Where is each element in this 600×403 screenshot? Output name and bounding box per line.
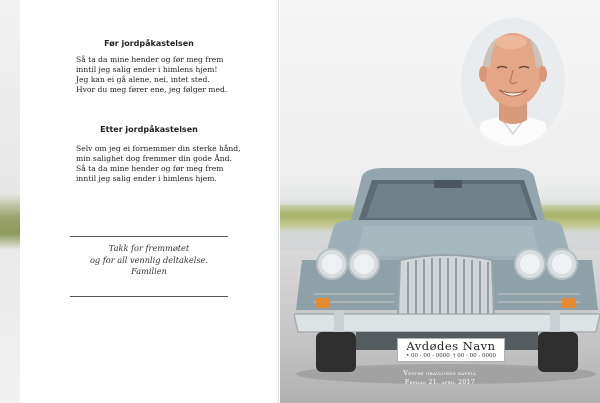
verse-line: Så ta da mine hender og før meg frem xyxy=(76,164,224,173)
verse-line: Jeg kan ei gå alene, nei, intet sted. xyxy=(76,75,210,84)
divider-bottom xyxy=(70,296,228,297)
life-dates xyxy=(398,353,504,360)
photo-bleed-strip xyxy=(0,0,20,403)
section-title-before: Før jordpåkastelsen xyxy=(104,39,194,48)
verse-before xyxy=(76,55,276,95)
verse-line: Så ta da mine hender og før meg frem xyxy=(76,55,224,64)
verse-line: Selv om jeg ei fornemmer din sterke hånd, xyxy=(76,144,241,153)
death-date: † 00 - 00 - 0000 xyxy=(452,353,496,359)
deceased-name: Avdødes Navn xyxy=(406,339,496,353)
name-plate xyxy=(397,338,505,362)
thanks-signature: Familien xyxy=(131,266,167,276)
service-date: Fredag 21. april 2017 xyxy=(404,379,476,386)
verse-line: Hvor du meg fører ene, jeg følger med. xyxy=(76,85,228,94)
chapel-name: Vestre gravlunds kapell xyxy=(403,370,477,377)
thanks-line: og for all vennlig deltakelse. xyxy=(89,254,209,265)
portrait-photo xyxy=(461,18,565,146)
left-page xyxy=(20,0,279,403)
birth-date: • 00 - 00 - 0000 xyxy=(406,353,450,359)
verse-line: min salighet dog fremmer din gode Ånd. xyxy=(76,154,232,163)
man-portrait-icon xyxy=(461,18,565,146)
verse-line: inntil jeg salig ender i himlens hjem! xyxy=(76,65,218,74)
verse-line: inntil jeg salig ender i himlens hjem. xyxy=(76,174,217,183)
verse-after xyxy=(76,144,276,184)
thanks-text xyxy=(20,243,278,278)
divider-top xyxy=(70,236,228,237)
thanks-line: Takk for fremmøtet xyxy=(108,243,190,253)
section-title-after: Etter jordpåkastelsen xyxy=(100,125,198,134)
